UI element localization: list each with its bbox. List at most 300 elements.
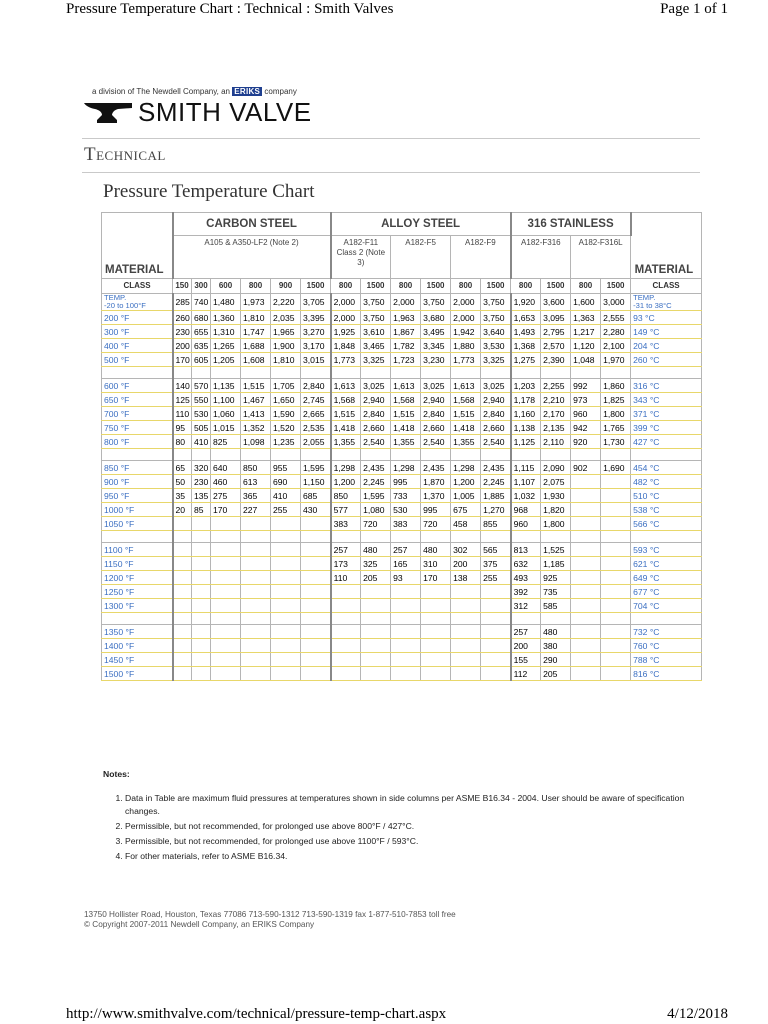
temp-f-cell: 300 °F: [102, 325, 173, 339]
spacer-cell: [331, 449, 361, 461]
pressure-cell: 1,925: [331, 325, 361, 339]
pressure-cell: [481, 667, 511, 681]
pressure-cell: 312: [511, 599, 541, 613]
pressure-cell: 2,100: [601, 339, 631, 353]
pressure-cell: 2,220: [271, 294, 301, 311]
pressure-cell: 3,345: [421, 339, 451, 353]
pressure-cell: 733: [391, 489, 421, 503]
pressure-cell: 430: [301, 503, 331, 517]
pressure-cell: 968: [511, 503, 541, 517]
temp-f-cell: 1450 °F: [102, 653, 173, 667]
pressure-cell: 1,595: [301, 461, 331, 475]
temp-c-cell: 566 °C: [631, 517, 702, 531]
pressure-cell: 2,390: [541, 353, 571, 367]
pressure-cell: 3,750: [421, 294, 451, 311]
pressure-cell: 995: [391, 475, 421, 489]
note-item: 2. Permissible, but not recommended, for prolonged use above 800°F / 427°C.: [125, 820, 715, 833]
pressure-cell: 383: [391, 517, 421, 531]
temp-f-cell: 1100 °F: [102, 543, 173, 557]
spacer-row: [102, 531, 702, 543]
note-item: 3. Permissible, but not recommended, for prolonged use above 1100°F / 593°C.: [125, 835, 715, 848]
pressure-cell: 2,840: [361, 407, 391, 421]
table-row: [102, 393, 702, 407]
pressure-cell: [481, 653, 511, 667]
temp-f-cell: 850 °F: [102, 461, 173, 475]
temp-c-cell: 427 °C: [631, 435, 702, 449]
pressure-cell: 1,310: [211, 325, 241, 339]
pressure-cell: 230: [173, 325, 192, 339]
pressure-cell: [192, 557, 211, 571]
pressure-cell: 2,570: [541, 339, 571, 353]
pressure-cell: 850: [241, 461, 271, 475]
pressure-cell: 1,965: [271, 325, 301, 339]
pressure-cell: [173, 543, 192, 557]
pressure-cell: 902: [571, 461, 601, 475]
table-row: [102, 325, 702, 339]
pressure-cell: [211, 585, 241, 599]
chart-title: Pressure Temperature Chart: [103, 181, 315, 202]
pressure-cell: 2,280: [601, 325, 631, 339]
subgroup-header-row: [102, 236, 702, 279]
pressure-cell: [601, 517, 631, 531]
pressure-cell: 640: [211, 461, 241, 475]
pressure-cell: 1,138: [511, 421, 541, 435]
pressure-cell: 2,555: [601, 311, 631, 325]
pressure-cell: 493: [511, 571, 541, 585]
pressure-cell: [421, 625, 451, 639]
pressure-cell: 200: [173, 339, 192, 353]
pressure-cell: 2,110: [541, 435, 571, 449]
pressure-cell: [271, 667, 301, 681]
temp-f-cell: 1000 °F: [102, 503, 173, 517]
pressure-cell: 2,660: [421, 421, 451, 435]
temp-c-cell: 788 °C: [631, 653, 702, 667]
pressure-cell: [331, 585, 361, 599]
spacer-cell: [301, 531, 331, 543]
pressure-cell: 655: [192, 325, 211, 339]
pressure-cell: [601, 585, 631, 599]
pressure-cell: 275: [211, 489, 241, 503]
pressure-cell: 2,940: [481, 393, 511, 407]
pressure-cell: 690: [271, 475, 301, 489]
pressure-cell: [241, 543, 271, 557]
pressure-cell: 2,840: [481, 407, 511, 421]
pressure-cell: 2,435: [481, 461, 511, 475]
pressure-cell: 1,178: [511, 393, 541, 407]
spacer-cell: [601, 449, 631, 461]
pressure-cell: 2,435: [361, 461, 391, 475]
pressure-cell: 955: [271, 461, 301, 475]
spacer-cell: [451, 613, 481, 625]
class-value: 900: [271, 279, 301, 294]
class-value: 800: [331, 279, 361, 294]
pressure-cell: 1,150: [301, 475, 331, 489]
pressure-cell: 565: [481, 543, 511, 557]
table-row: [102, 585, 702, 599]
pressure-cell: [271, 585, 301, 599]
spacer-cell: [391, 613, 421, 625]
spacer-cell: [271, 449, 301, 461]
pressure-cell: 2,090: [541, 461, 571, 475]
pressure-cell: 680: [192, 311, 211, 325]
pressure-cell: [301, 543, 331, 557]
pressure-cell: [192, 667, 211, 681]
pressure-cell: 1,963: [391, 311, 421, 325]
pressure-cell: [301, 517, 331, 531]
temp-f-cell: [102, 294, 173, 311]
class-row: [102, 279, 702, 294]
pressure-cell: 138: [451, 571, 481, 585]
pressure-cell: 65: [173, 461, 192, 475]
spacer-cell: [361, 367, 391, 379]
pressure-cell: 205: [541, 667, 571, 681]
spacer-cell: [301, 613, 331, 625]
spacer-cell: [102, 449, 173, 461]
spacer-cell: [481, 367, 511, 379]
pressure-cell: 1,920: [511, 294, 541, 311]
pressure-cell: 2,540: [421, 435, 451, 449]
pressure-cell: 3,610: [361, 325, 391, 339]
pressure-cell: 2,665: [301, 407, 331, 421]
temp-c-cell: 816 °C: [631, 667, 702, 681]
pressure-cell: 2,660: [481, 421, 511, 435]
pressure-cell: 3,465: [361, 339, 391, 353]
pressure-cell: [241, 639, 271, 653]
group-header: 316 STAINLESS: [511, 213, 631, 236]
pressure-cell: 2,000: [331, 294, 361, 311]
class-value: 1500: [361, 279, 391, 294]
spacer-cell: [601, 613, 631, 625]
pressure-cell: 1,235: [271, 435, 301, 449]
pressure-cell: 3,530: [481, 339, 511, 353]
temp-f-cell: 1350 °F: [102, 625, 173, 639]
pressure-cell: [571, 599, 601, 613]
subgroup-header: A182-F11 Class 2 (Note 3): [331, 236, 391, 279]
pressure-cell: 585: [541, 599, 571, 613]
spacer-cell: [421, 613, 451, 625]
spacer-cell: [301, 449, 331, 461]
pressure-cell: 1,810: [271, 353, 301, 367]
pressure-cell: 227: [241, 503, 271, 517]
spacer-cell: [271, 531, 301, 543]
subgroup-header: A182-F9: [451, 236, 511, 279]
pressure-cell: 458: [451, 517, 481, 531]
pressure-cell: [271, 599, 301, 613]
pressure-cell: 375: [481, 557, 511, 571]
table-row: [102, 475, 702, 489]
pressure-cell: 170: [211, 503, 241, 517]
pressure-cell: 1,688: [241, 339, 271, 353]
pressure-cell: 1,205: [211, 353, 241, 367]
pressure-cell: [601, 489, 631, 503]
pressure-cell: 125: [173, 393, 192, 407]
spacer-cell: [211, 367, 241, 379]
pressure-cell: 1,568: [451, 393, 481, 407]
pressure-cell: 1,595: [361, 489, 391, 503]
group-header-row: [102, 213, 702, 236]
pressure-cell: [451, 667, 481, 681]
spacer-cell: [481, 531, 511, 543]
pressure-cell: 1,080: [361, 503, 391, 517]
pressure-cell: 3,170: [301, 339, 331, 353]
pressure-cell: [173, 667, 192, 681]
pressure-cell: 1,515: [241, 379, 271, 393]
spacer-cell: [173, 613, 192, 625]
page-url: http://www.smithvalve.com/technical/pressure-temp-chart.aspx: [66, 1006, 447, 1022]
pressure-cell: [173, 653, 192, 667]
pressure-cell: [451, 639, 481, 653]
pressure-cell: [192, 639, 211, 653]
pressure-cell: [391, 667, 421, 681]
pressure-cell: 3,750: [361, 294, 391, 311]
class-label: CLASS: [102, 279, 173, 294]
pressure-cell: [211, 599, 241, 613]
pressure-cell: [601, 639, 631, 653]
temp-f-cell: 800 °F: [102, 435, 173, 449]
pressure-cell: [301, 557, 331, 571]
spacer-cell: [271, 367, 301, 379]
spacer-cell: [451, 367, 481, 379]
subgroup-header: A182-F316: [511, 236, 571, 279]
class-value: 1500: [541, 279, 571, 294]
spacer-cell: [211, 449, 241, 461]
spacer-cell: [631, 531, 702, 543]
pressure-cell: 257: [511, 625, 541, 639]
temp-c-cell: [631, 294, 702, 311]
pressure-cell: [301, 639, 331, 653]
pressure-cell: 1,418: [451, 421, 481, 435]
pressure-cell: [301, 599, 331, 613]
pressure-cell: [301, 625, 331, 639]
pressure-cell: 605: [192, 353, 211, 367]
spacer-cell: [511, 449, 541, 461]
pressure-cell: 1,200: [451, 475, 481, 489]
pressure-cell: [451, 599, 481, 613]
pressure-cell: [301, 653, 331, 667]
temp-f-cell: 1300 °F: [102, 599, 173, 613]
company-address: [84, 910, 456, 930]
pressure-cell: [331, 667, 361, 681]
pressure-cell: [391, 599, 421, 613]
pressure-cell: 1,690: [601, 461, 631, 475]
pressure-cell: 2,795: [541, 325, 571, 339]
pressure-cell: 1,515: [331, 407, 361, 421]
pressure-cell: 1,747: [241, 325, 271, 339]
spacer-cell: [241, 449, 271, 461]
pressure-cell: 2,540: [361, 435, 391, 449]
pressure-cell: 1,418: [391, 421, 421, 435]
pressure-cell: 302: [451, 543, 481, 557]
pressure-cell: 3,015: [301, 353, 331, 367]
pressure-cell: [211, 571, 241, 585]
pressure-cell: 2,745: [301, 393, 331, 407]
pressure-cell: 530: [192, 407, 211, 421]
pressure-cell: 2,255: [541, 379, 571, 393]
pressure-cell: 95: [173, 421, 192, 435]
pressure-cell: 685: [301, 489, 331, 503]
pressure-cell: [571, 503, 601, 517]
pressure-cell: [601, 571, 631, 585]
temp-c-cell: 454 °C: [631, 461, 702, 475]
pressure-cell: [601, 653, 631, 667]
temp-f-cell: 750 °F: [102, 421, 173, 435]
page-title: Pressure Temperature Chart : Technical : Smith Valves: [66, 1, 394, 17]
print-header: [0, 0, 768, 22]
class-label: CLASS: [631, 279, 702, 294]
class-value: 800: [391, 279, 421, 294]
pressure-cell: 1,900: [271, 339, 301, 353]
pressure-cell: [241, 557, 271, 571]
temp-c-cell: 482 °C: [631, 475, 702, 489]
temp-f-cell: 200 °F: [102, 311, 173, 325]
pressure-cell: [361, 585, 391, 599]
pressure-cell: [391, 585, 421, 599]
pressure-cell: 1,825: [601, 393, 631, 407]
spacer-cell: [173, 367, 192, 379]
spacer-cell: [173, 531, 192, 543]
pressure-cell: [571, 653, 601, 667]
pressure-cell: 2,170: [541, 407, 571, 421]
divider: [82, 138, 700, 139]
temp-c-cell: 204 °C: [631, 339, 702, 353]
pressure-cell: 170: [173, 353, 192, 367]
pressure-cell: 2,000: [451, 294, 481, 311]
pressure-cell: 1,265: [211, 339, 241, 353]
pressure-cell: [421, 585, 451, 599]
pressure-cell: [271, 625, 301, 639]
pressure-cell: [451, 585, 481, 599]
temp-f-cell: 700 °F: [102, 407, 173, 421]
pressure-cell: [481, 585, 511, 599]
pressure-cell: 310: [421, 557, 451, 571]
pressure-cell: 392: [511, 585, 541, 599]
pressure-cell: [241, 667, 271, 681]
pressure-cell: 3,750: [481, 294, 511, 311]
pressure-cell: 1,973: [241, 294, 271, 311]
temp-c-cell: 649 °C: [631, 571, 702, 585]
spacer-cell: [331, 531, 361, 543]
pressure-cell: 3,600: [541, 294, 571, 311]
pressure-cell: 577: [331, 503, 361, 517]
spacer-cell: [511, 367, 541, 379]
pressure-cell: 925: [541, 571, 571, 585]
division-suffix: company: [264, 87, 297, 96]
pressure-cell: 1,568: [391, 393, 421, 407]
pressure-cell: 740: [192, 294, 211, 311]
pressure-cell: 1,125: [511, 435, 541, 449]
pressure-cell: [391, 653, 421, 667]
temp-f-cell: 1250 °F: [102, 585, 173, 599]
temp-label: TEMP.: [104, 293, 127, 302]
material-header: MATERIAL: [631, 213, 702, 279]
pressure-cell: 1,418: [331, 421, 361, 435]
spacer-cell: [451, 449, 481, 461]
pressure-cell: 2,840: [421, 407, 451, 421]
pressure-cell: [331, 639, 361, 653]
pressure-cell: 1,185: [541, 557, 571, 571]
pressure-cell: [211, 517, 241, 531]
spacer-cell: [481, 449, 511, 461]
pressure-cell: [211, 653, 241, 667]
pressure-cell: 2,035: [271, 311, 301, 325]
anvil-icon: [84, 101, 134, 123]
temp-c-cell: 260 °C: [631, 353, 702, 367]
pressure-cell: 255: [481, 571, 511, 585]
temp-f-cell: 650 °F: [102, 393, 173, 407]
pressure-cell: [192, 599, 211, 613]
pressure-cell: 1,820: [541, 503, 571, 517]
pressure-cell: 850: [331, 489, 361, 503]
spacer-cell: [631, 613, 702, 625]
pressure-cell: 155: [511, 653, 541, 667]
spacer-cell: [541, 449, 571, 461]
pressure-cell: 1,363: [571, 311, 601, 325]
pressure-cell: [601, 543, 631, 557]
pressure-cell: [421, 667, 451, 681]
pressure-cell: [571, 625, 601, 639]
pressure-cell: 3,025: [481, 379, 511, 393]
pressure-cell: [271, 653, 301, 667]
pressure-cell: [421, 653, 451, 667]
table-row: [102, 557, 702, 571]
eriks-logo: ERIKS: [234, 87, 261, 96]
spacer-cell: [541, 367, 571, 379]
temp-f-cell: 400 °F: [102, 339, 173, 353]
subgroup-header: A182-F5: [391, 236, 451, 279]
pressure-cell: 1,773: [331, 353, 361, 367]
pressure-cell: [571, 475, 601, 489]
temp-c-cell: 538 °C: [631, 503, 702, 517]
pressure-cell: 230: [192, 475, 211, 489]
pressure-cell: 3,270: [301, 325, 331, 339]
pressure-cell: 2,540: [481, 435, 511, 449]
pressure-cell: 1,705: [271, 379, 301, 393]
pressure-cell: 255: [271, 503, 301, 517]
pressure-cell: 2,055: [301, 435, 331, 449]
pressure-cell: 1,413: [241, 407, 271, 421]
pressure-cell: 3,325: [481, 353, 511, 367]
pressure-cell: 995: [421, 503, 451, 517]
pressure-cell: 1,590: [271, 407, 301, 421]
temp-c-cell: 316 °C: [631, 379, 702, 393]
pressure-cell: [571, 489, 601, 503]
spacer-cell: [451, 531, 481, 543]
temp-c-cell: 677 °C: [631, 585, 702, 599]
pressure-cell: 1,032: [511, 489, 541, 503]
pressure-cell: 2,245: [481, 475, 511, 489]
temp-f-cell: 1150 °F: [102, 557, 173, 571]
table-row: [102, 339, 702, 353]
temp-c-cell: 593 °C: [631, 543, 702, 557]
pressure-cell: 1,355: [331, 435, 361, 449]
pressure-cell: 1,848: [331, 339, 361, 353]
table-row: [102, 294, 702, 311]
temp-f-cell: 1500 °F: [102, 667, 173, 681]
table-row: [102, 599, 702, 613]
pressure-cell: 1,352: [241, 421, 271, 435]
pressure-cell: 973: [571, 393, 601, 407]
temp-f-cell: 500 °F: [102, 353, 173, 367]
pressure-cell: 1,098: [241, 435, 271, 449]
pressure-cell: [601, 557, 631, 571]
pressure-cell: 1,467: [241, 393, 271, 407]
pressure-cell: 1,115: [511, 461, 541, 475]
pressure-cell: 1,200: [331, 475, 361, 489]
pressure-cell: 480: [421, 543, 451, 557]
pressure-cell: 2,435: [421, 461, 451, 475]
pressure-cell: 1,613: [391, 379, 421, 393]
pressure-cell: [391, 625, 421, 639]
